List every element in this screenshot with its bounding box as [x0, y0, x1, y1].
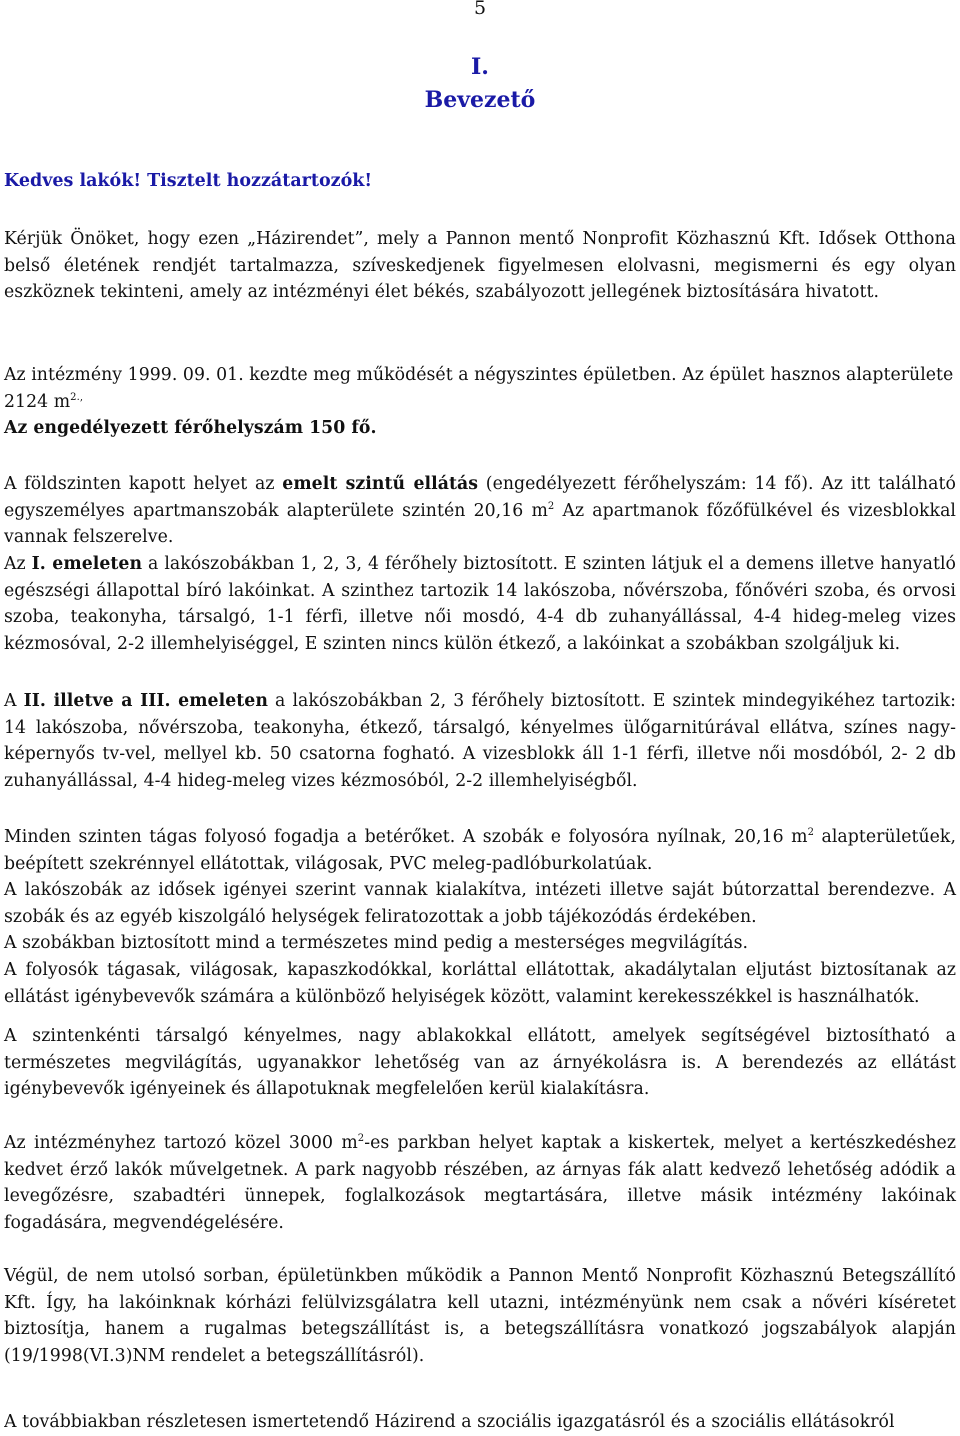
house-rules-paragraph: A továbbiakban részletesen ismertetendő Házirend a szociális igazgatásról és a szociális ellátásokról: [4, 1412, 895, 1432]
transport-paragraph: Végül, de nem utolsó sorban, épületünkben működik a Pannon Mentő Nonprofit Közhasznú Betegszállító Kft. Így, ha lakóinknak kórházi felülvizsgálatra kell utazni, intézményünk nem csak a nővéri kíséretet biztosítja, hanem a rugalmas betegszállítást is, a betegszállításra vonatkozó jogszabályok alapján (19/1998(VI.3)NM rendelet a betegszállításról).: [4, 1266, 956, 1366]
building-text: Az intézmény 1999. 09. 01. kezdte meg működését a négyszintes épületben. Az épület hasznos alapterülete 2124 m: [4, 365, 954, 412]
lounge-paragraph: A szintenkénti társalgó kényelmes, nagy ablakokkal ellátott, amelyek segítségével biztosítható a természetes megvilágítás, ugyanakkor lehetőség van az árnyékolásra is. A berendezés az ellátást igénybevevők igényeinek és állapotuknak megfelelően kerül kialakításra.: [4, 1026, 956, 1100]
area-superscript: 2: [807, 827, 814, 838]
emphasis-upper-floors: II. illetve a III. emeleten: [23, 691, 268, 711]
area-superscript: 2: [357, 1133, 365, 1144]
building-paragraph: [4, 362, 956, 442]
lighting-paragraph: A szobákban biztosított mind a természetes mind pedig a mesterséges megvilágítás.: [4, 933, 749, 953]
chapter-title: Bevezető: [424, 87, 536, 113]
area-superscript: 2.,: [70, 391, 84, 403]
capacity-text: Az engedélyezett férőhelyszám 150 fő.: [4, 418, 377, 439]
ground-floor-paragraph: A földszinten kapott helyet az emelt szintű ellátás (engedélyezett férőhelyszám: 14 fő). Az itt található egyszemélyes apartmanszobák alapterülete szintén 20,16 $m^2$ Az apartmanok főzőfülkével és vizesblokkal vannak felszerelve.: [4, 474, 956, 548]
corridor-paragraph: Minden szinten tágas folyosó fogadja a betérőket. A szobák e folyosóra nyílnak, 20,16 $m^2$ alapterületűek, beépített szekrénnyel ellátottak, világosak, PVC meleg-padlóburkolatúak.: [4, 827, 956, 874]
park-paragraph: Az intézményhez tartozó közel 3000 $m^2-es$ parkban helyet kaptak a kiskertek, melyet a kertészkedéshez kedvet érző lakók művelgetnek. A park nagyobb részében, az árnyas fák alatt kedvező lehetőség adódik a levegőzésre, szabadtéri ünnepek, foglalkozások megtartására, illetve másik intézmény lakóinak fogadására, megvendégelésére.: [4, 1133, 956, 1233]
chapter-number: I.: [471, 54, 489, 80]
hallways-paragraph: A folyosók tágasak, világosak, kapaszkodókkal, korláttal ellátottak, akadálytalan eljutást biztosítanak az ellátást igénybevevők számára a különböző helyiségek között, valamint kerekesszékkel is használhatók.: [4, 960, 956, 1007]
area-superscript: 2: [547, 500, 555, 512]
emphasis-care-level: emelt szintű ellátás: [282, 474, 479, 494]
rooms-furnishing-paragraph: A lakószobák az idősek igényei szerint vannak kialakítva, intézeti illetve saját bútorzattal berendezve. A szobák és az egyéb kiszolgáló helységek feliratozottak a jobb tájékozódás érdekében.: [4, 880, 956, 927]
upper-floors-paragraph: A II. illetve a III. emeleten a lakószobákban 2, 3 férőhely biztosított. E szintek mindegyikéhez tartozik: 14 lakószoba, nővérszoba, teakonyha, étkező, társalgó, kényelmes ülőgarnitúrával ellátva, színes nagy-képernyős tv-vel, mellyel kb. 50 csatorna fogható. A vizesblokk áll 1-1 férfi, illetve női mosdóból, 2- 2 db zuhanyállással, 4-4 hideg-meleg vizes kézmosóból, 2-2 illemhelyiségből.: [4, 691, 956, 791]
greeting: Kedves lakók! Tisztelt hozzátartozók!: [4, 171, 373, 191]
page-number: 5: [474, 0, 487, 19]
first-floor-paragraph: Az I. emeleten a lakószobákban 1, 2, 3, 4 férőhely biztosított. E szinten látjuk el a demens illetve hanyatló egészségi állapottal bíró lakóinkat. A szinthez tartozik 14 lakószoba, nővérszoba, főnővéri szoba, és orvosi szoba, teakonyha, társalgó, 1-1 férfi, illetve női mosdó, 4-4 db zuhanyállással, 4-4 hideg-meleg vizes kézmosóval, 2-2 illemhelyiséggel, E szinten nincs külön étkező, a lakóinkat a szobákban szolgáljuk ki.: [4, 554, 956, 654]
intro-paragraph: Kérjük Önöket, hogy ezen „Házirendet”, mely a Pannon mentő Nonprofit Közhasznú Kft. Idősek Otthona belső életének rendjét tartalmazza, szíveskedjenek figyelmesen elolvasni, megismerni és egy olyan eszköznek tekinteni, amely az intézményi élet békés, szabályozott jellegének biztosítására hivatott.: [4, 229, 956, 303]
emphasis-first-floor: I. emeleten: [31, 554, 143, 574]
